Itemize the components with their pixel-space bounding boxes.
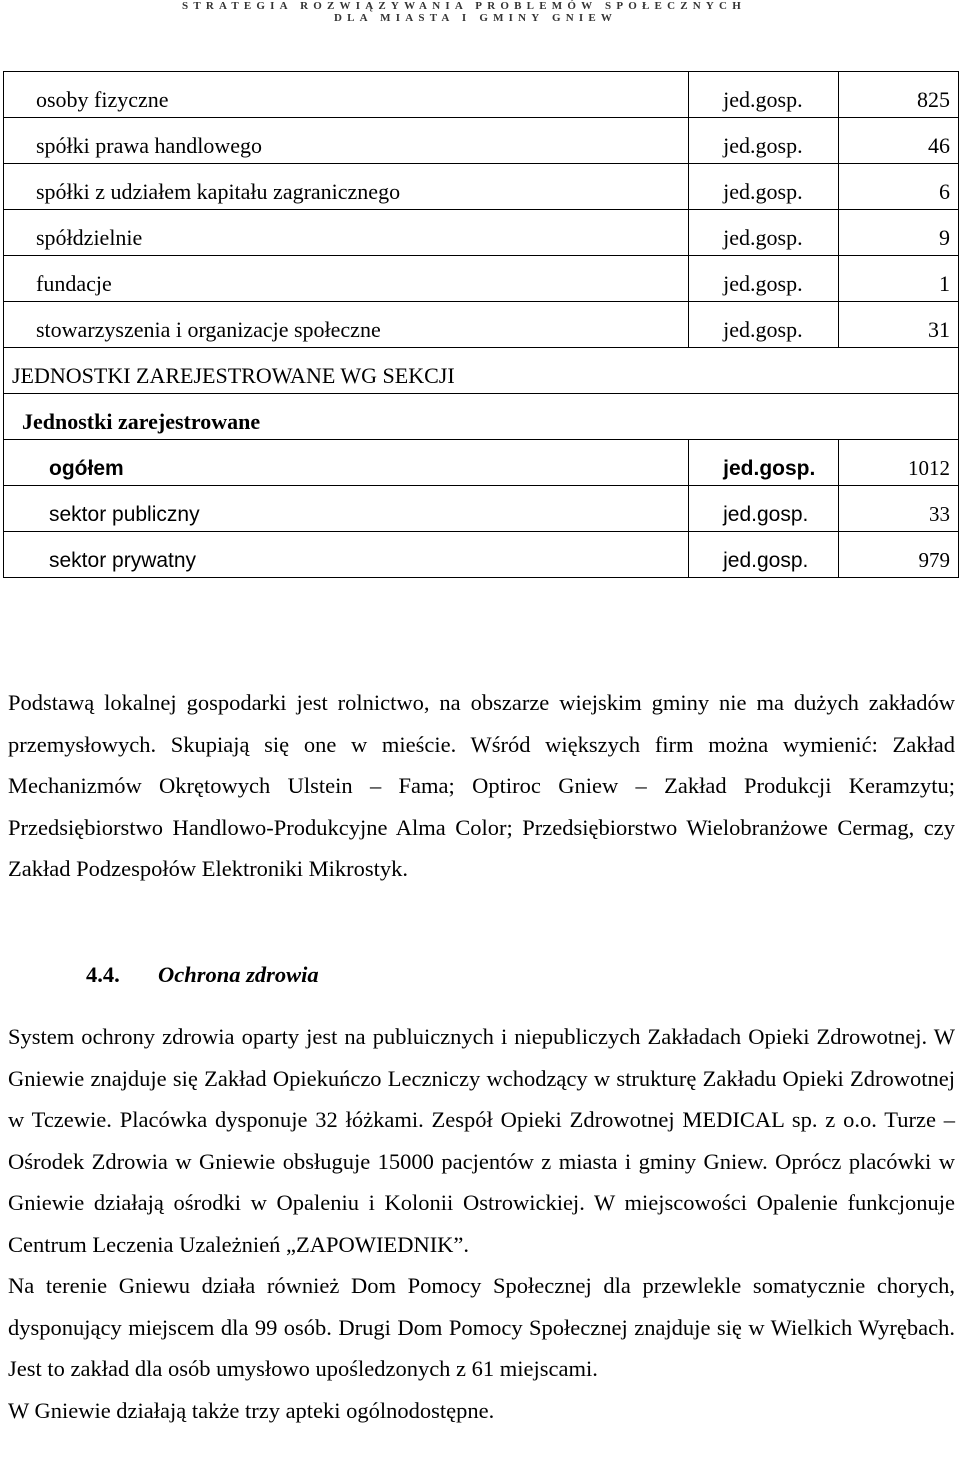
row-label: sektor publiczny [4,486,689,532]
header-line-2: DLA MIASTA I GMINY GNIEW [334,12,618,24]
row-unit: jed.gosp. [689,72,839,118]
table-row [4,486,959,532]
row-value: 1 [839,256,959,302]
row-unit: jed.gosp. [689,210,839,256]
table-row [4,440,959,486]
table-subsection-row [4,394,959,440]
row-unit: jed.gosp. [689,486,839,532]
row-value: 31 [839,302,959,348]
economic-units-table [3,71,959,578]
row-value: 825 [839,72,959,118]
table-section-row [4,348,959,394]
table-row [4,302,959,348]
row-unit: jed.gosp. [689,118,839,164]
subsection-title: Jednostki zarejestrowane [4,394,959,440]
row-label: osoby fizyczne [4,72,689,118]
economy-paragraph [8,682,955,890]
paragraph-text: Na terenie Gniewu działa również Dom Pomocy Społecznej dla przewlekle somatycznie chorych, dysponujący miejscem dla 99 osób. Drugi Dom Pomocy Społecznej znajduje się w Wielkich Wyrębach. Jest to zakład dla osób umysłowo upośledzonych z 61 miejscami. [8,1273,955,1381]
table-row [4,256,959,302]
table-row [4,210,959,256]
section-number: 4.4. [86,962,120,987]
paragraph-text: Podstawą lokalnej gospodarki jest rolnictwo, na obszarze wiejskim gminy nie ma dużych zakładów przemysłowych. Skupiają się one w mieście. Wśród większych firm można wymienić: Zakład Mechanizmów Okrętowych Ulstein – Fama; Optiroc Gniew – Zakład Produkcji Keramzytu; Przedsiębiorstwo Handlowo-Produkcyjne Alma Color; Przedsiębiorstwo Wielobranżowe Cermag, czy Zakład Podzespołów Elektroniki Mikrostyk. [8,690,955,881]
row-label: spółki z udziałem kapitału zagranicznego [4,164,689,210]
paragraph-text: W Gniewie działają także trzy apteki ogólnodostępne. [8,1397,495,1423]
table-row [4,118,959,164]
table-row [4,72,959,118]
row-label: spółdzielnie [4,210,689,256]
table-row [4,164,959,210]
row-label: spółki prawa handlowego [4,118,689,164]
section-heading [86,962,319,988]
row-unit: jed.gosp. [689,440,839,486]
row-value: 1012 [839,440,959,486]
health-paragraphs [8,1016,955,1431]
row-value: 979 [839,532,959,578]
row-label: sektor prywatny [4,532,689,578]
row-label: stowarzyszenia i organizacje społeczne [4,302,689,348]
row-label: fundacje [4,256,689,302]
row-unit: jed.gosp. [689,164,839,210]
row-value: 9 [839,210,959,256]
row-value: 33 [839,486,959,532]
row-unit: jed.gosp. [689,532,839,578]
row-label: ogółem [4,440,689,486]
row-unit: jed.gosp. [689,302,839,348]
table-row [4,532,959,578]
row-value: 6 [839,164,959,210]
section-title: Ochrona zdrowia [158,962,319,987]
section-title: JEDNOSTKI ZAREJESTROWANE WG SEKCJI [4,348,959,394]
paragraph-text: System ochrony zdrowia oparty jest na publuicznych i niepubliczych Zakładach Opieki Zdrowotnej. W Gniewie znajduje się Zakład Opiekuńczo Leczniczy wchodzący w strukturę Zakładu Opieki Zdrowotnej w Tczewie. Placówka dysponuje 32 łóżkami. Zespół Opieki Zdrowotnej MEDICAL sp. z o.o. Turze – Ośrodek Zdrowia w Gniewie obsługuje 15000 pacjentów z miasta i gminy Gniew. Oprócz placówki w Gniewie działają ośrodki w Opaleniu i Kolonii Ostrowickiej. W miejscowości Opalenie funkcjonuje Centrum Leczenia Uzależnień „ZAPOWIEDNIK”. [8,1024,955,1257]
header-line-1: STRATEGIA ROZWIĄZYWANIA PROBLEMÓW SPOŁECZNYCH [182,0,746,12]
row-unit: jed.gosp. [689,256,839,302]
row-value: 46 [839,118,959,164]
